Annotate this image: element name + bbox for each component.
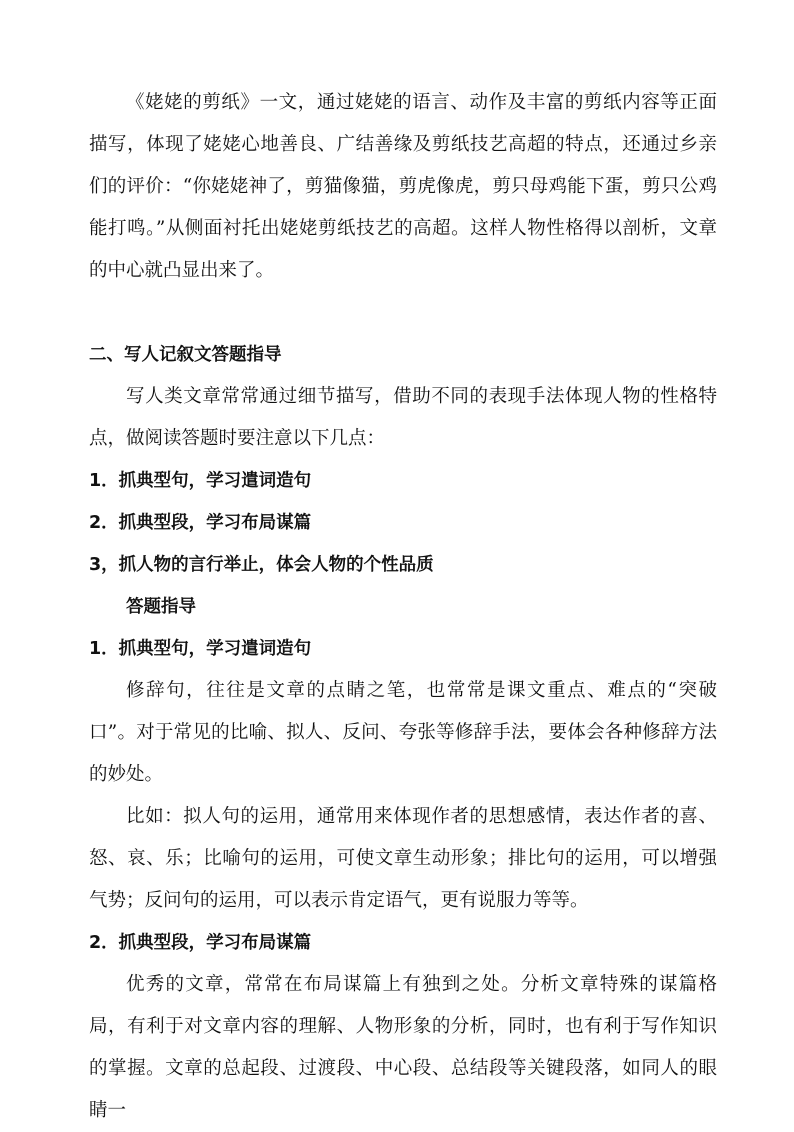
- paragraph-gap: [89, 292, 717, 334]
- paragraph-rhetoric: 修辞句，往往是文章的点睛之笔，也常常是课文重点、难点的“突破口”。对于常见的比喻、拟人、反问、夸张等修辞手法，要体会各种修辞方法的妙处。: [89, 680, 717, 785]
- paragraph-structure: 优秀的文章，常常在布局谋篇上有独到之处。分析文章特殊的谋篇格局，有利于对文章内容的理解、人物形象的分析，同时，也有利于写作知识的掌握。文章的总起段、过渡段、中心段、总结段等关键段落，如同人的眼睛一: [89, 974, 717, 1121]
- subsection-title-sentences: 1．抓典型句，学习遣词造句: [89, 639, 312, 659]
- document-page: [89, 82, 717, 1132]
- point-item: 2．抓典型段，学习布局谋篇: [89, 513, 312, 533]
- guide-title: 答题指导: [126, 597, 196, 617]
- section-intro: 写人类文章常常通过细节描写，借助不同的表现手法体现人物的性格特点，做阅读答题时要注意以下几点：: [89, 386, 717, 449]
- point-item: 1．抓典型句，学习遣词造句: [89, 471, 312, 491]
- point-item: 3，抓人物的言行举止，体会人物的个性品质: [89, 555, 434, 575]
- subsection-title-paragraphs: 2．抓典型段，学习布局谋篇: [89, 933, 312, 953]
- paragraph-rhetoric-examples: 比如：拟人句的运用，通常用来体现作者的思想感情，表达作者的喜、怒、哀、乐；比喻句的运用，可使文章生动形象；排比句的运用，可以增强气势；反问句的运用，可以表示肯定语气，更有说服力等等。: [89, 806, 717, 911]
- paragraph-paper-cutting-analysis: 《姥姥的剪纸》一文，通过姥姥的语言、动作及丰富的剪纸内容等正面描写，体现了姥姥心地善良、广结善缘及剪纸技艺高超的特点，还通过乡亲们的评价：“你姥姥神了，剪猫像猫，剪虎像虎，剪只母鸡能下蛋，剪只公鸡能打鸣。”从侧面衬托出姥姥剪纸技艺的高超。这样人物性格得以剖析，文章的中心就凸显出来了。: [89, 92, 717, 281]
- section-title: 二、写人记叙文答题指导: [89, 345, 282, 365]
